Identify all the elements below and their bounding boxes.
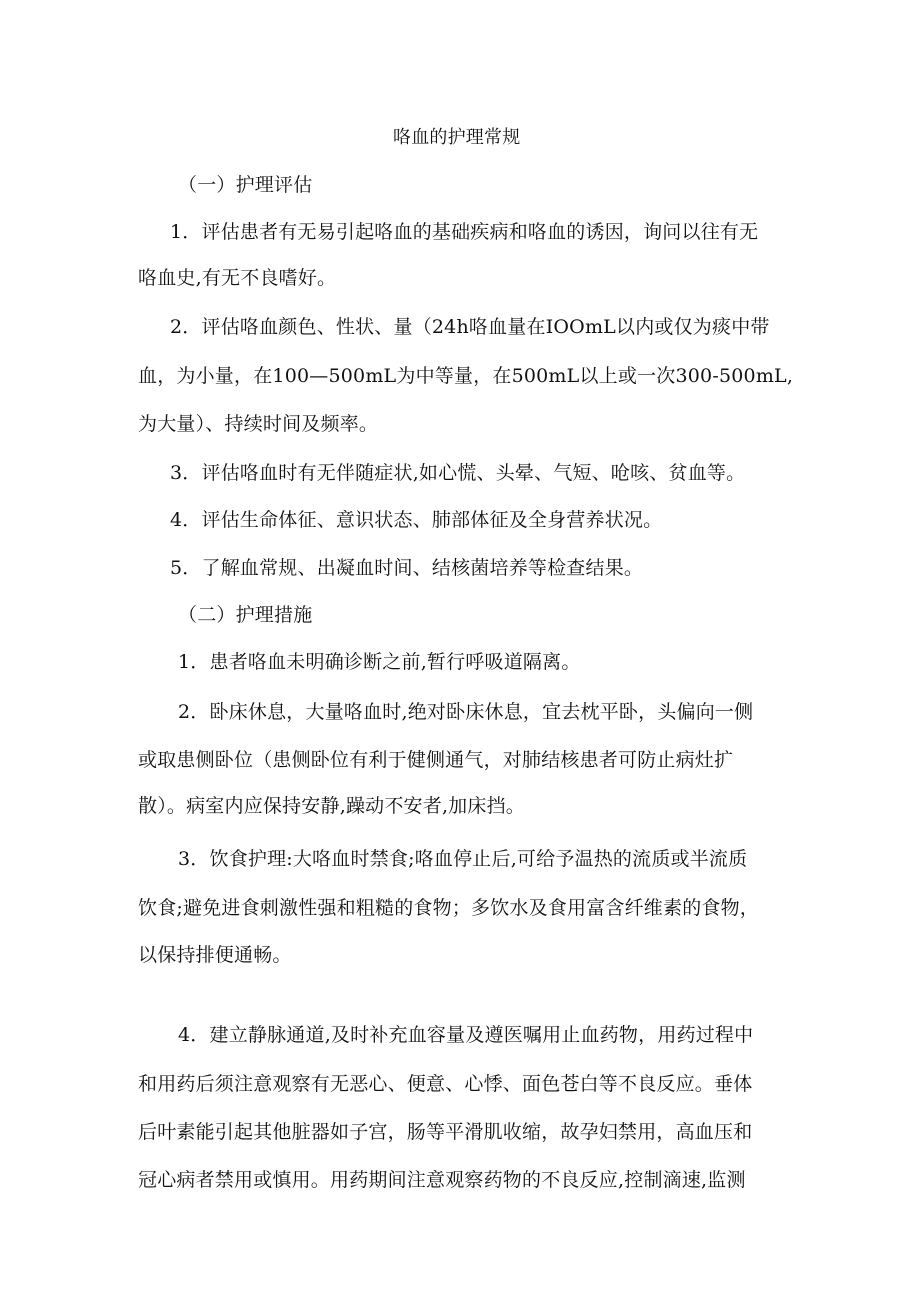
assessment-item-4: 4．评估生命体征、意识状态、肺部体征及全身营养状况。 xyxy=(170,509,663,531)
measures-item-4-line-3: 后叶素能引起其他脏器如子宫，肠等平滑肌收缩，故孕妇禁用，高血压和 xyxy=(138,1121,753,1143)
measures-item-3-line-3: 以保持排便通畅。 xyxy=(138,944,292,966)
measures-item-4-line-2: 和用药后须注意观察有无恶心、便意、心悸、面色苍白等不良反应。垂体 xyxy=(138,1073,753,1095)
measures-item-2-line-3: 散）。病室内应保持安静,躁动不安者,加床挡。 xyxy=(138,795,525,817)
measures-item-2-line-1: 2．卧床休息，大量咯血时,绝对卧床休息，宜去枕平卧，头偏向一侧 xyxy=(178,701,754,723)
measures-item-4-line-1: 4．建立静脉通道,及时补充血容量及遵医嘱用止血药物，用药过程中 xyxy=(178,1024,754,1046)
measures-item-4-line-4: 冠心病者禁用或慎用。用药期间注意观察药物的不良反应,控制滴速,监测 xyxy=(138,1169,746,1191)
assessment-item-2-line-3: 为大量）、持续时间及频率。 xyxy=(138,413,379,435)
measures-item-2-line-2: 或取患侧卧位（患侧卧位有利于健侧通气，对肺结核患者可防止病灶扩 xyxy=(138,749,734,771)
measures-item-1: 1．患者咯血未明确诊断之前,暂行呼吸道隔离。 xyxy=(178,651,581,673)
assessment-item-2-line-2: 血，为小量，在100—500mL为中等量，在500mL以上或一次300-500mL, xyxy=(138,365,794,387)
section-heading-assessment: （一）护理评估 xyxy=(178,174,313,196)
assessment-item-2-line-1: 2．评估咯血颜色、性状、量（24h咯血量在IOOmL以内或仅为痰中带 xyxy=(170,316,770,338)
section-heading-measures: （二）护理措施 xyxy=(178,604,313,626)
assessment-item-3: 3．评估咯血时有无伴随症状,如心慌、头晕、气短、呛咳、贫血等。 xyxy=(170,462,746,484)
assessment-item-1-line-2: 咯血史,有无不良嗜好。 xyxy=(138,267,337,289)
page-title: 咯血的护理常规 xyxy=(393,127,521,148)
measures-item-3-line-2: 饮食;避免进食刺激性强和粗糙的食物；多饮水及食用富含纤维素的食物， xyxy=(138,897,760,919)
assessment-item-5: 5．了解血常规、出凝血时间、结核菌培养等检查结果。 xyxy=(170,557,644,579)
measures-item-3-line-1: 3．饮食护理:大咯血时禁食;咯血停止后,可给予温热的流质或半流质 xyxy=(178,848,748,870)
assessment-item-1-line-1: 1．评估患者有无易引起咯血的基础疾病和咯血的诱因，询问以往有无 xyxy=(170,221,759,243)
